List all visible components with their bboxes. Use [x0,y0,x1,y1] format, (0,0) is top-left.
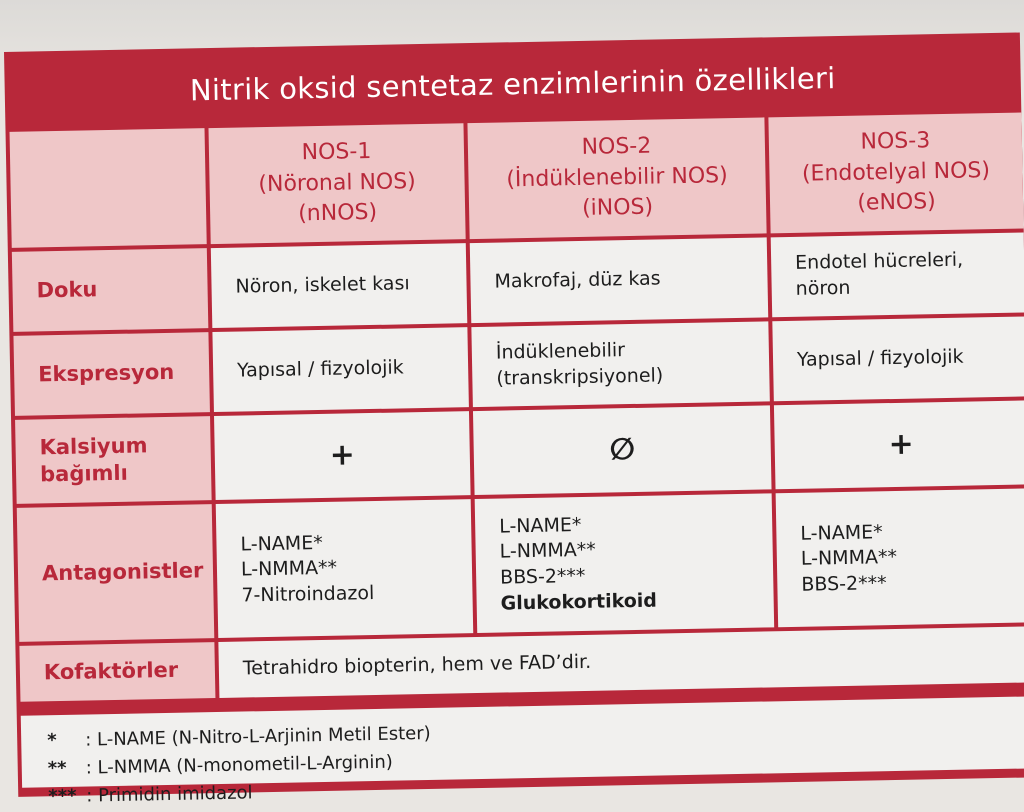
ekspresyon-nos2: İndüklenebilir (transkripsiyonel) [471,321,769,407]
footnotes [21,696,1024,808]
ekspresyon-nos3: Yapısal / fizyolojik [772,316,1024,401]
header-nos3: NOS-3 (Endotelyal NOS) (eNOS) [768,112,1023,233]
doku-nos1: Nöron, iskelet kası [211,243,467,328]
table-title: Nitrik oksid sentetaz enzimlerinin özellikleri [189,61,836,108]
nos-table-box [4,32,1024,808]
ekspresyon-nos1: Yapısal / fizyolojik [212,327,468,412]
row-label-kofaktorler: Kofaktörler [19,642,215,702]
kalsiyum-nos3: + [774,400,1024,489]
row-label-kalsiyum: Kalsiyum bağımlı [15,416,212,504]
antagonistler-nos1: L-NAME* L-NMMA** 7-Nitroindazol [216,499,474,638]
antagonistler-nos2: L-NAME* L-NMMA** BBS-2*** Glukokortikoid [475,493,775,633]
footnote-1: * : L-NAME (N-Nitro-L-Arjinin Metil Ester) [47,722,431,752]
kofaktorler-value: Tetrahidro biopterin, hem ve FAD’dir. [218,626,1024,698]
corner-cell [10,128,207,248]
footnote-2: ** : L-NMMA (N-monometil-L-Arginin) [47,751,394,780]
doku-nos3: Endotel hücreleri, nöron [771,232,1024,317]
row-label-antagonistler: Antagonistler [17,504,215,642]
kalsiyum-nos1: + [214,411,471,500]
nos-table [10,112,1024,701]
kalsiyum-nos2: ∅ [473,405,772,495]
doku-nos2: Makrofaj, düz kas [470,237,768,323]
antagonistler-nos3: L-NAME* L-NMMA** BBS-2*** [776,488,1024,627]
header-nos2: NOS-2 (İndüklenebilir NOS) (iNOS) [467,117,766,239]
row-label-ekspresyon: Ekspresyon [13,332,209,416]
footnote-3: *** : Primidin imidazol [48,782,253,808]
header-nos1: NOS-1 (Nöronal NOS) (nNOS) [208,123,465,244]
row-label-doku: Doku [12,248,208,332]
